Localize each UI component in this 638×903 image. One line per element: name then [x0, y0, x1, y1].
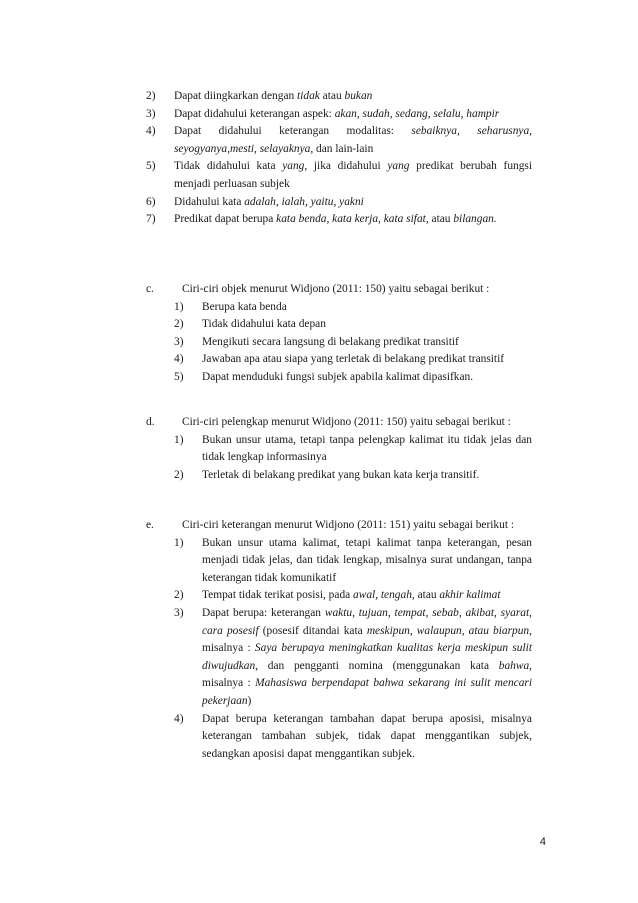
- list-item-text: Dapat berupa keterangan tambahan dapat berupa aposisi, misalnya keterangan tambahan subjek, tidak dapat menggantikan subjek, sedangkan aposisi dapat menggantikan subjek.: [202, 712, 532, 760]
- list-item-text: Dapat berupa: keterangan waktu, tujuan, tempat, sebab, akibat, syarat, cara posesif (posesif ditandai kata meskipun, walaupun, atau biarpun, misalnya : Saya berupaya meningkatkan kualitas kerja meskipun sulit diwujudkan, dan pengganti nomina (menggunakan kata bahwa, misalnya : Mahasiswa berpendapat bahwa sekarang ini sulit mencari pekerjaan): [202, 606, 533, 707]
- list-item: [174, 711, 532, 764]
- section-object-characteristics: [146, 281, 532, 387]
- list-item: [174, 587, 532, 605]
- section-intro: Ciri-ciri objek menurut Widjono (2011: 150) yaitu sebagai berikut :: [182, 283, 490, 295]
- list-item-number: 6): [146, 195, 156, 208]
- section-letter: d.: [146, 416, 155, 428]
- list-item-number: 4): [174, 353, 184, 366]
- list-item-text: Dapat didahului keterangan modalitas: sebaiknya, seharusnya, seyogyanya,mesti, selayaknya, dan lain-lain: [174, 125, 532, 155]
- section-items: [174, 432, 532, 485]
- predicate-characteristics-list: [146, 88, 532, 229]
- section-intro: Ciri-ciri keterangan menurut Widjono (2011: 151) yaitu sebagai berikut :: [182, 519, 514, 531]
- list-item-text: Jawaban apa atau siapa yang terletak di belakang predikat transitif: [202, 353, 505, 366]
- list-item-text: Terletak di belakang predikat yang bukan kata kerja transitif.: [202, 468, 480, 481]
- section-adverbial-characteristics: [146, 517, 532, 763]
- section-letter: c.: [146, 283, 154, 295]
- list-item-text: Dapat diingkarkan dengan tidak atau bukan: [174, 90, 373, 102]
- list-item: [174, 369, 532, 387]
- list-item-text: Bukan unsur utama, tetapi tanpa pelengkap kalimat itu tidak jelas dan tidak lengkap informasinya: [202, 433, 532, 464]
- list-item-number: 2): [174, 468, 184, 481]
- list-item-text: Tidak didahului kata yang, jika didahului yang predikat berubah fungsi menjadi perluasan subjek: [174, 160, 533, 190]
- list-item: [146, 158, 532, 193]
- list-item-text: Mengikuti secara langsung di belakang predikat transitif: [202, 335, 459, 348]
- list-item: [174, 351, 532, 369]
- list-item-number: 3): [146, 107, 156, 120]
- list-item-text: Berupa kata benda: [202, 300, 287, 313]
- list-item-text: Bukan unsur utama kalimat, tetapi kalimat tanpa keterangan, pesan menjadi tidak jelas, dan tidak lengkap, misalnya surat undangan, tanpa keterangan tidak komunikatif: [202, 536, 532, 584]
- section-complement-characteristics: [146, 414, 532, 484]
- list-item-number: 4): [174, 712, 184, 725]
- list-item-number: 1): [174, 300, 184, 313]
- list-item-number: 4): [146, 125, 156, 138]
- list-item-text: Dapat menduduki fungsi subjek apabila kalimat dipasifkan.: [202, 370, 474, 383]
- list-item-number: 7): [146, 213, 156, 226]
- list-item: [146, 88, 532, 106]
- list-item-number: 3): [174, 606, 184, 619]
- list-item-number: 5): [146, 160, 156, 173]
- list-item: [174, 432, 532, 467]
- list-item: [174, 467, 532, 485]
- section-intro: Ciri-ciri pelengkap menurut Widjono (2011: 150) yaitu sebagai berikut :: [182, 416, 511, 428]
- list-item: [174, 605, 532, 711]
- list-item: [174, 334, 532, 352]
- list-item: [174, 299, 532, 317]
- list-item-number: 2): [174, 589, 184, 602]
- list-item: [146, 106, 532, 124]
- list-item-text: Tempat tidak terikat posisi, pada awal, tengah, atau akhir kalimat: [202, 589, 501, 602]
- list-item-number: 3): [174, 335, 184, 348]
- section-items: [174, 299, 532, 387]
- list-item-number: 1): [174, 433, 184, 446]
- list-item: [146, 211, 532, 229]
- list-item-number: 1): [174, 536, 184, 549]
- list-item: [174, 316, 532, 334]
- list-item: [146, 194, 532, 212]
- list-item-text: Predikat dapat berupa kata benda, kata kerja, kata sifat, atau bilangan.: [174, 213, 497, 226]
- list-item: [146, 123, 532, 158]
- list-item: [174, 535, 532, 588]
- list-item-text: Didahului kata adalah, ialah, yaitu, yakni: [174, 195, 364, 208]
- list-item-number: 2): [174, 318, 184, 331]
- list-item-text: Tidak didahului kata depan: [202, 318, 326, 331]
- section-items: [174, 535, 533, 764]
- page-number: 4: [539, 836, 546, 848]
- list-item-number: 2): [146, 90, 156, 102]
- section-letter: e.: [146, 519, 154, 531]
- list-item-number: 5): [174, 370, 184, 383]
- list-item-text: Dapat didahului keterangan aspek: akan, sudah, sedang, selalu, hampir: [174, 107, 500, 120]
